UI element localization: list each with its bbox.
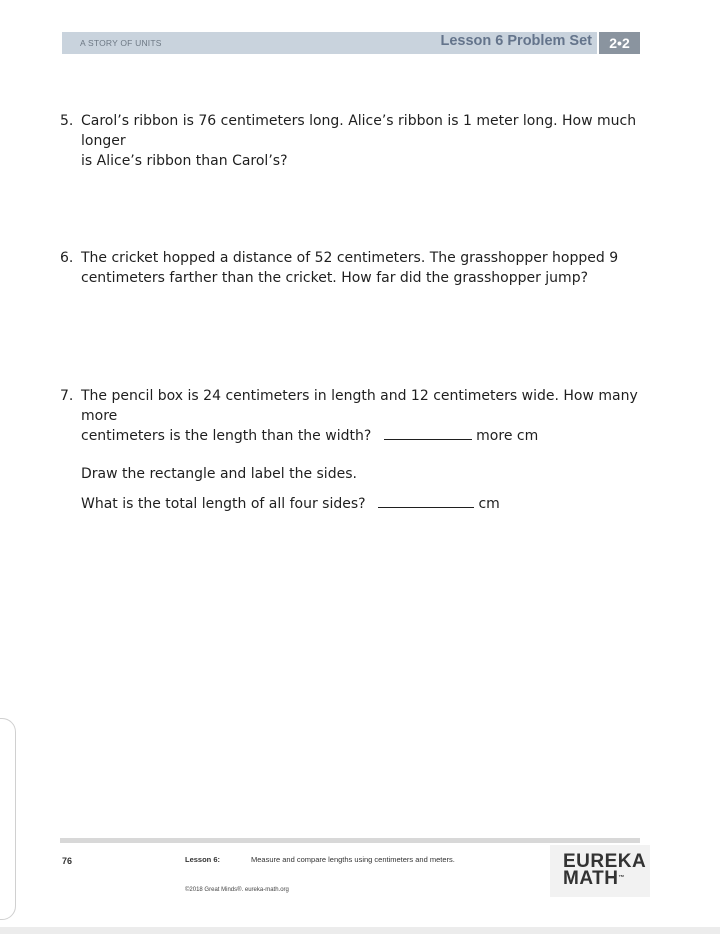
problem-text-line: The cricket hopped a distance of 52 centimeters. The grasshopper hopped 9	[81, 250, 619, 266]
problem-7	[60, 386, 660, 514]
copyright-notice: ©2018 Great Minds®. eureka-math.org	[185, 887, 289, 893]
page-number: 76	[62, 856, 73, 866]
lesson-title: Lesson 6 Problem Set	[440, 33, 592, 49]
problem-text: What is the total length of all four sides?	[81, 496, 366, 512]
problem-text-line-with-blank	[81, 494, 660, 514]
answer-blank-perimeter[interactable]	[378, 494, 474, 508]
problem-number: 6.	[60, 250, 74, 266]
logo-line-2-text: MATH	[563, 868, 619, 889]
viewer-bottom-strip	[0, 927, 720, 934]
series-title: A STORY OF UNITS	[80, 38, 162, 48]
answer-blank-difference[interactable]	[384, 426, 472, 440]
problem-number: 7.	[60, 388, 74, 404]
side-panel-tab[interactable]	[0, 718, 16, 920]
problem-6	[60, 248, 660, 288]
grade-module-badge: 2•2	[599, 32, 640, 54]
footer-lesson-label: Lesson 6:	[185, 855, 221, 864]
problem-text-line: centimeters farther than the cricket. How far did the grasshopper jump?	[81, 270, 589, 286]
problem-5	[60, 111, 660, 171]
footer-lesson-description: Measure and compare lengths using centimeters and meters.	[251, 855, 455, 864]
problem-text-line-with-blank	[81, 426, 660, 446]
problem-number: 5.	[60, 113, 74, 129]
answer-unit: more cm	[476, 428, 539, 444]
logo-line-1: EUREKA	[563, 851, 647, 872]
problem-text-line: is Alice’s ribbon than Carol’s?	[81, 153, 288, 169]
problem-text-line: The pencil box is 24 centimeters in length and 12 centimeters wide. How many more	[81, 388, 638, 424]
trademark-symbol: ™	[618, 875, 625, 881]
problem-instruction: Draw the rectangle and label the sides.	[81, 466, 357, 482]
problem-text: centimeters is the length than the width?	[81, 428, 372, 444]
footer-rule	[60, 838, 640, 843]
logo-line-2	[563, 870, 646, 887]
answer-unit: cm	[478, 496, 500, 512]
problem-text-line: Carol’s ribbon is 76 centimeters long. Alice’s ribbon is 1 meter long. How much longer	[81, 113, 637, 149]
eureka-math-logo	[563, 853, 646, 887]
